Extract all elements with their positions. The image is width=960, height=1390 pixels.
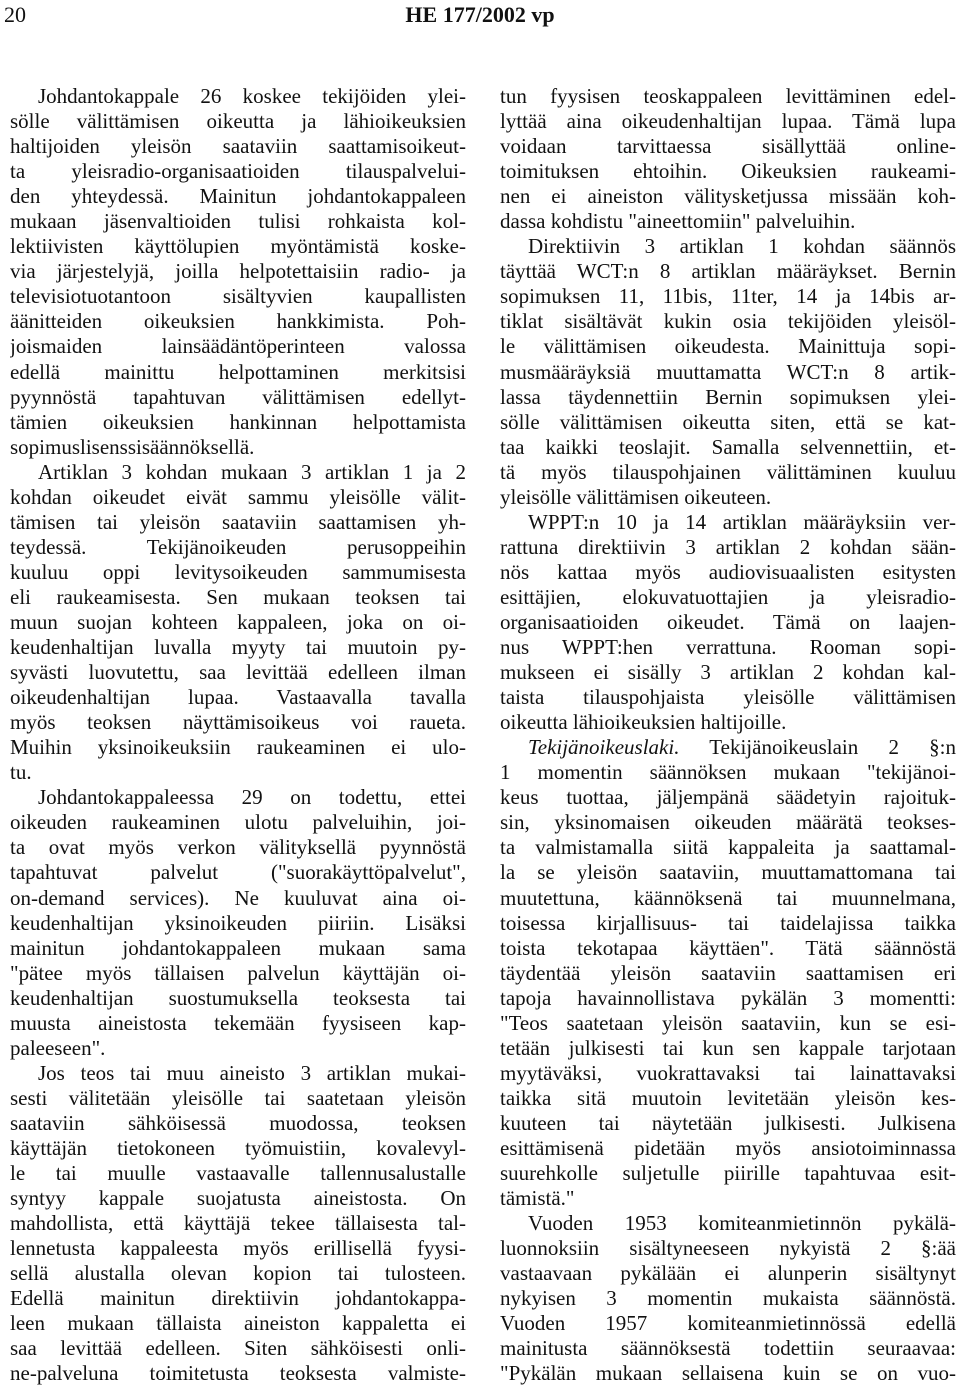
text-line xyxy=(500,1161,956,1186)
line-text: Vuoden 1957 komiteanmietinnössä edellä xyxy=(500,1311,956,1336)
text-line xyxy=(10,309,466,334)
line-text: lektiivisten käyttölupien myöntämistä koske- xyxy=(10,234,466,259)
line-text: nus WPPT:hen verrattuna. Rooman sopi- xyxy=(500,635,956,660)
text-line xyxy=(10,234,466,259)
line-text: esittäjien, elokuvatuottajien ja yleisradio- xyxy=(500,584,956,609)
text-line xyxy=(500,860,956,885)
text-line xyxy=(10,635,466,660)
line-text: toisessa kirjallisuus- tai taidelajissa taikka xyxy=(500,910,956,935)
line-text: mukseen ei sisälly 3 artiklan 2 kohdan kal- xyxy=(500,660,956,685)
line-text: toimituksen ehtoihin. Oikeuksien raukeami- xyxy=(500,159,956,184)
line-text: kuuluu oppi levitysoikeuden sammumisesta xyxy=(10,559,466,584)
line-text: taista tilauspohjaista yleisölle välittämisen xyxy=(500,685,956,710)
text-line xyxy=(10,159,466,184)
line-text: organisaatioiden oikeudet. Tämä on laajen- xyxy=(500,609,956,634)
text-line xyxy=(500,961,956,986)
line-text: mainitun johdantokappaleen mukaan sama xyxy=(10,935,466,960)
line-text: muun suojan kohteen kappaleen, joka on oi- xyxy=(10,609,466,634)
line-text: äänitteiden oikeuksien hankkimista. Poh- xyxy=(10,309,466,334)
line-text: tämien oikeuksien hankinnan helpottamista xyxy=(10,409,466,434)
text-line xyxy=(500,585,956,610)
line-text: suurehkolle suljetulle piirille tapahtuvaa esit- xyxy=(500,1161,956,1186)
line-text: keus tuottaa, jäljempänä säädetyin rajoituk- xyxy=(500,785,956,810)
text-line xyxy=(10,1161,466,1186)
line-text: on-demand services). Ne kuuluvat aina oi- xyxy=(10,885,466,910)
line-text: toista tekotapaa käyttäen". Tätä säännöstä xyxy=(500,935,956,960)
line-text: muusta aineistosta tekemään fyysiseen kap- xyxy=(10,1010,466,1035)
line-text: kohdan oikeudet eivät sammu yleisölle välit- xyxy=(10,484,466,509)
line-text: "pätee myös tällaisen palvelun käyttäjän oi- xyxy=(10,960,466,985)
text-line xyxy=(10,986,466,1011)
text-line xyxy=(10,435,466,460)
text-line xyxy=(10,1361,466,1386)
text-line xyxy=(10,184,466,209)
line-text: täyttää WCT:n 8 artiklan määräykset. Bernin xyxy=(500,259,956,284)
text-line xyxy=(10,660,466,685)
text-line xyxy=(500,986,956,1011)
text-line xyxy=(500,1186,956,1211)
line-text: keudenhaltijan suostumuksella teoksesta tai xyxy=(10,985,466,1010)
line-text: den yhteydessä. Mainitun johdantokappaleen xyxy=(10,184,466,209)
text-line xyxy=(500,810,956,835)
line-text: tetään julkisesti tai kun sen kappale tarjotaan xyxy=(500,1035,956,1060)
text-line xyxy=(10,785,466,810)
text-line xyxy=(10,835,466,860)
line-text: myytäväksi, vuokrattavaksi tai lainattavaksi xyxy=(500,1060,956,1085)
line-text: Edellä mainitun direktiivin johdantokappa- xyxy=(10,1286,466,1311)
line-text: vastaavaan pykälään ei alunperin sisältynyt xyxy=(500,1261,956,1286)
line-text: syvästi luovutettu, saa levittää edelleen ilman xyxy=(10,660,466,685)
text-line xyxy=(500,1036,956,1061)
line-text: via järjestelyjä, joilla helpotettaisiin radio- ja xyxy=(10,259,466,284)
line-text: sölle välittämisen oikeutta ja lähioikeuksien xyxy=(10,109,466,134)
line-text: nen ei aineiston välitysketjussa missään koh- xyxy=(500,184,956,209)
text-line xyxy=(10,610,466,635)
line-text: le välittämisen oikeudesta. Mainittuja sopi- xyxy=(500,334,956,359)
text-line xyxy=(10,1186,466,1211)
line-text: sin, yksinomaisen oikeuden määrätä teokses- xyxy=(500,810,956,835)
text-line xyxy=(500,410,956,435)
line-text: dassa kohdistu "aineettomiin" palveluihin. xyxy=(500,209,856,234)
text-line xyxy=(500,886,956,911)
text-line xyxy=(500,936,956,961)
text-line xyxy=(500,1136,956,1161)
text-line xyxy=(10,911,466,936)
line-text: Muihin yksinoikeuksiin raukeaminen ei ulo- xyxy=(10,735,466,760)
line-text: oikeutta lähioikeuksien haltijoille. xyxy=(500,710,787,735)
line-text: sopimuslisenssisäännöksellä. xyxy=(10,434,255,459)
page-number: 20 xyxy=(4,2,26,27)
line-text: ta valmistamalla siitä kappaleita ja saattamal- xyxy=(500,835,956,860)
document-id: HE 177/2002 vp xyxy=(405,2,555,27)
text-line xyxy=(500,1336,956,1361)
line-text: saataviin sähköisessä muodossa, teoksen xyxy=(10,1110,466,1135)
text-line xyxy=(10,510,466,535)
line-text: televisiotuotantoon sisältyvien kaupallisten xyxy=(10,284,466,309)
line-text: saa levittää edelleen. Siten sähköisesti onli- xyxy=(10,1336,466,1361)
text-line xyxy=(10,1261,466,1286)
text-line xyxy=(10,1011,466,1036)
line-text: sesti välitetään yleisölle tai saatetaan yleisön xyxy=(10,1085,466,1110)
text-line xyxy=(500,334,956,359)
text-line xyxy=(500,535,956,560)
text-line xyxy=(10,560,466,585)
text-line xyxy=(500,1261,956,1286)
line-text: lennetusta kappaleesta myös erillisellä fyysi- xyxy=(10,1236,466,1261)
line-text: nykyisen 3 momentin mukaista säännöstä. xyxy=(500,1286,956,1311)
text-line xyxy=(10,535,466,560)
text-line xyxy=(500,1111,956,1136)
line-text: tun fyysisen teoskappaleen levittäminen edel- xyxy=(500,84,956,108)
text-line xyxy=(500,510,956,535)
text-line xyxy=(500,259,956,284)
text-line xyxy=(10,886,466,911)
line-text: edellä mainittu helpottaminen merkitsisi xyxy=(10,359,466,384)
line-text: tapahtuvat palvelut ("suorakäyttöpalvelut", xyxy=(10,860,466,885)
line-text: joismaiden lainsäädäntöperinteen valossa xyxy=(10,334,466,359)
line-text: mahdollista, että käyttäjä tekee tällaisesta tal- xyxy=(10,1211,466,1236)
text-line xyxy=(10,1086,466,1111)
text-line xyxy=(10,685,466,710)
line-text: paleeseen". xyxy=(10,1035,106,1060)
text-line xyxy=(500,234,956,259)
line-text: "Teos saatetaan yleisön saataviin, kun se esi- xyxy=(500,1010,956,1035)
line-text: Johdantokappaleessa 29 on todettu, ettei xyxy=(38,785,466,810)
line-text: tu. xyxy=(10,760,32,785)
text-line xyxy=(10,460,466,485)
line-text: "Pykälän mukaan sellaisena kuin se on vuo- xyxy=(500,1361,956,1386)
line-text: oikeuden raukeaminen ulotu palveluihin, joi- xyxy=(10,810,466,835)
text-line xyxy=(500,760,956,785)
text-line xyxy=(500,1236,956,1261)
text-line xyxy=(10,936,466,961)
right-column xyxy=(500,84,956,1386)
line-text: Tekijänoikeuslain 2 §:n xyxy=(679,735,956,760)
left-column xyxy=(10,84,466,1386)
text-line xyxy=(10,1036,466,1061)
text-line xyxy=(500,485,956,510)
line-text: tämistä." xyxy=(500,1186,575,1211)
page-header xyxy=(0,0,960,40)
text-line xyxy=(10,360,466,385)
line-text: ta ovat myös verkon välityksellä pyynnöstä xyxy=(10,835,466,860)
line-text: 1 momentin säännöksen mukaan "tekijänoi- xyxy=(500,760,956,785)
text-line xyxy=(10,385,466,410)
line-text: käyttäjän tietokoneen työmuistiin, kovalevyl- xyxy=(10,1135,466,1160)
text-line xyxy=(10,760,466,785)
line-text: nös kattaa myös audiovisuaalisten esitysten xyxy=(500,559,956,584)
line-text: mukaan jäsenvaltioiden tulisi rohkaista kol- xyxy=(10,209,466,234)
text-line xyxy=(10,1236,466,1261)
text-line xyxy=(10,134,466,159)
text-line xyxy=(10,860,466,885)
text-line xyxy=(500,159,956,184)
text-line xyxy=(10,1061,466,1086)
line-text: myös teoksen näyttämisoikeus voi raueta. xyxy=(10,710,466,735)
text-line xyxy=(10,485,466,510)
line-text: keudenhaltijan luvalla myyty tai muutoin py- xyxy=(10,635,466,660)
line-text: keudenhaltijan yksinoikeuden piiriin. Lisäksi xyxy=(10,910,466,935)
text-line xyxy=(500,360,956,385)
line-text: täydentää yleisön saataviin saattamisen eri xyxy=(500,960,956,985)
text-line xyxy=(10,410,466,435)
text-line xyxy=(10,259,466,284)
text-line xyxy=(10,334,466,359)
line-text: oikeudenhaltijan lupaa. Vastaavalla tavalla xyxy=(10,685,466,710)
line-text: WPPT:n 10 ja 14 artiklan määräyksiin ver- xyxy=(528,509,956,534)
line-text: lyttää aina oikeudenhaltijan lupaa. Tämä lupa xyxy=(500,109,956,134)
line-text: ta yleisradio-organisaatioiden tilauspalvelui- xyxy=(10,159,466,184)
line-text: eli raukeamisesta. Sen mukaan teoksen tai xyxy=(10,584,466,609)
text-line xyxy=(500,109,956,134)
text-line xyxy=(500,309,956,334)
text-line xyxy=(500,660,956,685)
line-text: kuuteen tai näytetään julkisesti. Julkisena xyxy=(500,1110,956,1135)
line-text: esittämisenä pidetään myös ansiotoiminnassa xyxy=(500,1135,956,1160)
line-text: lassa täydennettiin Bernin sopimuksen ylei- xyxy=(500,384,956,409)
line-text: teydessä. Tekijänoikeuden perusoppeihin xyxy=(10,534,466,559)
text-line xyxy=(500,435,956,460)
line-text: tapoja havainnollistava pykälän 3 momentti: xyxy=(500,985,956,1010)
text-line xyxy=(10,1311,466,1336)
text-line xyxy=(500,284,956,309)
text-line xyxy=(500,785,956,810)
text-line xyxy=(10,209,466,234)
line-text: Direktiivin 3 artiklan 1 kohdan säännös xyxy=(528,234,956,259)
text-line xyxy=(500,610,956,635)
italic-heading: Tekijänoikeuslaki. xyxy=(528,735,680,760)
text-line xyxy=(10,1211,466,1236)
line-text: mainitusta säännöksestä todettiin seuraavaa: xyxy=(500,1336,956,1361)
text-line xyxy=(500,1286,956,1311)
line-text: taa kaikki teoslajit. Samalla selvennettiin, et- xyxy=(500,434,956,459)
line-text: luonnoksiin sisältyneeseen nykyistä 2 §:ää xyxy=(500,1236,956,1261)
text-line xyxy=(10,585,466,610)
line-text: la se yleisön saataviin, muuttamattomana tai xyxy=(500,860,956,885)
line-text: yleisölle välittämisen oikeuteen. xyxy=(500,484,772,509)
text-line xyxy=(10,1136,466,1161)
text-line xyxy=(500,134,956,159)
line-text: taikka sitä muutoin levitetään yleisön kes- xyxy=(500,1085,956,1110)
text-line xyxy=(500,385,956,410)
text-line xyxy=(10,810,466,835)
text-line xyxy=(500,911,956,936)
text-line xyxy=(500,735,956,760)
line-text: sellä alustalla olevan kopion tai tulosteen. xyxy=(10,1261,466,1286)
line-text: leen mukaan tällaista aineiston kappaletta ei xyxy=(10,1311,466,1336)
line-text: Jos teos tai muu aineisto 3 artiklan mukai- xyxy=(38,1060,466,1085)
line-text: muutettuna, käännöksenä tai muunnelmana, xyxy=(500,885,956,910)
text-line xyxy=(500,460,956,485)
line-text: sopimuksen 11, 11bis, 11ter, 14 ja 14bis ar- xyxy=(500,284,956,309)
line-text: tä myös tilauspohjainen välittäminen kuuluu xyxy=(500,459,956,484)
text-line xyxy=(10,735,466,760)
text-line xyxy=(10,1336,466,1361)
text-line xyxy=(500,184,956,209)
text-line xyxy=(500,1361,956,1386)
text-line xyxy=(10,84,466,109)
text-line xyxy=(500,1311,956,1336)
line-text: syntyy kappale suojatusta aineistosta. On xyxy=(10,1186,466,1211)
text-line xyxy=(500,835,956,860)
line-text: tiklat sisältävät kukin osia tekijöiden yleisöl- xyxy=(500,309,956,334)
text-line xyxy=(500,84,956,109)
line-text: rattuna direktiivin 3 artiklan 2 kohdan sään- xyxy=(500,534,956,559)
line-text: ne-palveluna toimitetusta teoksesta valmiste- xyxy=(10,1361,466,1386)
text-line xyxy=(500,1211,956,1236)
line-text: Artiklan 3 kohdan mukaan 3 artiklan 1 ja 2 xyxy=(38,459,466,484)
text-line xyxy=(500,1061,956,1086)
line-text: pyynnöstä tapahtuvan välittämisen edellyt- xyxy=(10,384,466,409)
text-line xyxy=(500,635,956,660)
text-line xyxy=(500,560,956,585)
text-line xyxy=(10,710,466,735)
text-line xyxy=(10,1111,466,1136)
text-line xyxy=(10,961,466,986)
line-text: sölle välittämisen oikeutta siten, että se kat- xyxy=(500,409,956,434)
text-line xyxy=(500,1086,956,1111)
text-line xyxy=(500,209,956,234)
text-line xyxy=(10,109,466,134)
line-text: musmääräyksiä muuttamatta WCT:n 8 artik- xyxy=(500,359,956,384)
text-line xyxy=(10,1286,466,1311)
line-text: haltijoiden yleisön saataviin saattamisoikeut- xyxy=(10,134,466,159)
line-text: voidaan tarvittaessa sisällyttää online- xyxy=(500,134,956,159)
text-line xyxy=(500,710,956,735)
text-line xyxy=(500,685,956,710)
line-text: Vuoden 1953 komiteanmietinnön pykälä- xyxy=(528,1211,956,1236)
text-line xyxy=(10,284,466,309)
text-line xyxy=(500,1011,956,1036)
line-text: le tai muulle vastaavalle tallennusalustalle xyxy=(10,1161,466,1186)
line-text: tämisen tai yleisön saataviin saattamisen yh- xyxy=(10,509,466,534)
line-text: Johdantokappale 26 koskee tekijöiden ylei- xyxy=(38,84,466,108)
